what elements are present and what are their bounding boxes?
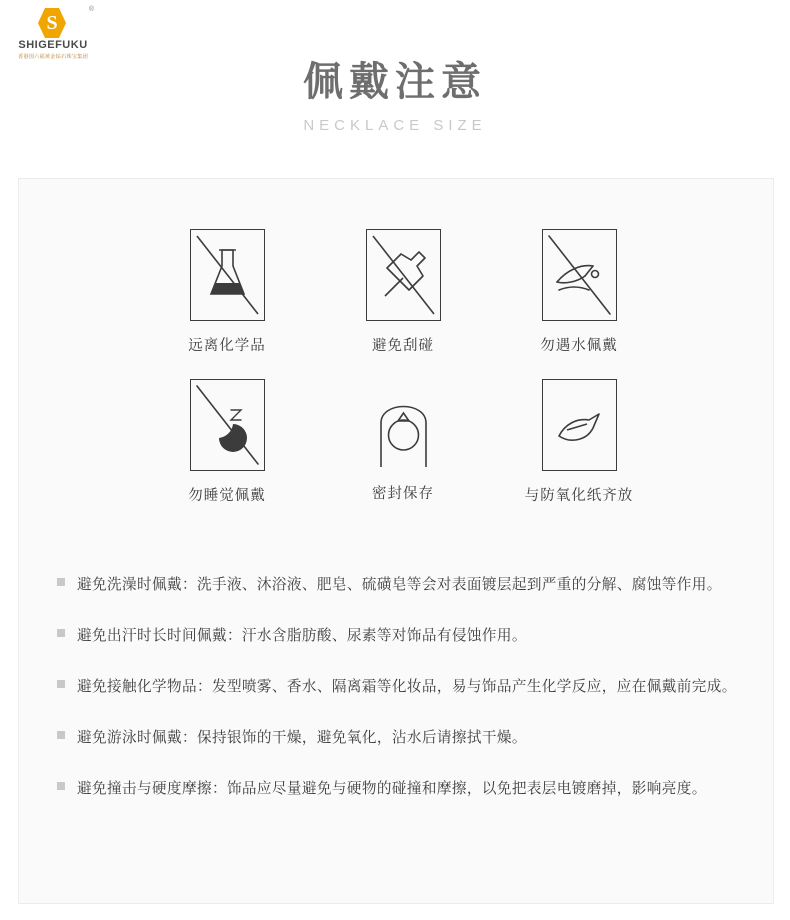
note-text: 避免撞击与硬度摩擦：饰品应尽量避免与硬物的碰撞和摩擦，以免把表层电镀磨掉，影响亮度。 [77, 780, 707, 797]
list-item [57, 775, 747, 802]
no-scratch-hammer-icon [366, 229, 441, 321]
care-item-label: 与防氧化纸齐放 [524, 488, 634, 504]
list-item [57, 673, 747, 700]
list-item [57, 622, 747, 649]
page-header [0, 50, 790, 134]
care-item [491, 379, 667, 505]
brand-subtitle: 香港国六福黄金钻石珠宝集团 [17, 54, 89, 60]
care-notes-list [57, 571, 747, 826]
hexagon-logo-icon [38, 8, 68, 38]
care-item-label: 避免刮碰 [372, 338, 434, 354]
logo-letter: S [46, 12, 58, 34]
page-title: 佩戴注意 [303, 59, 487, 105]
no-chemicals-icon [190, 229, 265, 321]
sealed-storage-icon [367, 379, 440, 469]
care-item [315, 229, 491, 355]
care-item-label: 密封保存 [372, 486, 434, 502]
list-item [57, 724, 747, 751]
content-panel [18, 178, 774, 904]
note-text: 避免出汗时长时间佩戴：汗水含脂肪酸、尿素等对饰品有侵蚀作用。 [77, 627, 527, 644]
note-text: 避免接触化学物品：发型喷雾、香水、隔离霜等化妆品，易与饰品产生化学反应，应在佩戴前完成。 [77, 678, 737, 695]
care-icon-grid [139, 229, 669, 529]
bullet-icon [57, 629, 65, 637]
no-sleep-icon [190, 379, 265, 471]
list-item [57, 571, 747, 598]
brand-name: SHIGEFUKU [18, 39, 88, 51]
bullet-icon [57, 680, 65, 688]
bullet-icon [57, 782, 65, 790]
no-water-icon [542, 229, 617, 321]
care-item-label: 勿睡觉佩戴 [188, 488, 266, 504]
anti-oxidation-paper-icon [542, 379, 617, 471]
care-item [139, 229, 315, 355]
registered-trademark-icon: ® [88, 6, 94, 13]
bullet-icon [57, 731, 65, 739]
care-item [315, 379, 491, 505]
page-subtitle: NECKLACE SIZE [303, 117, 487, 134]
bullet-icon [57, 578, 65, 586]
note-text: 避免游泳时佩戴：保持银饰的干燥，避免氧化，沾水后请擦拭干燥。 [77, 729, 527, 746]
care-item-label: 远离化学品 [188, 338, 266, 354]
care-item [139, 379, 315, 505]
care-item-label: 勿遇水佩戴 [540, 338, 618, 354]
care-item [491, 229, 667, 355]
note-text: 避免洗澡时佩戴：洗手液、沐浴液、肥皂、硫磺皂等会对表面镀层起到严重的分解、腐蚀等作用。 [77, 576, 722, 593]
